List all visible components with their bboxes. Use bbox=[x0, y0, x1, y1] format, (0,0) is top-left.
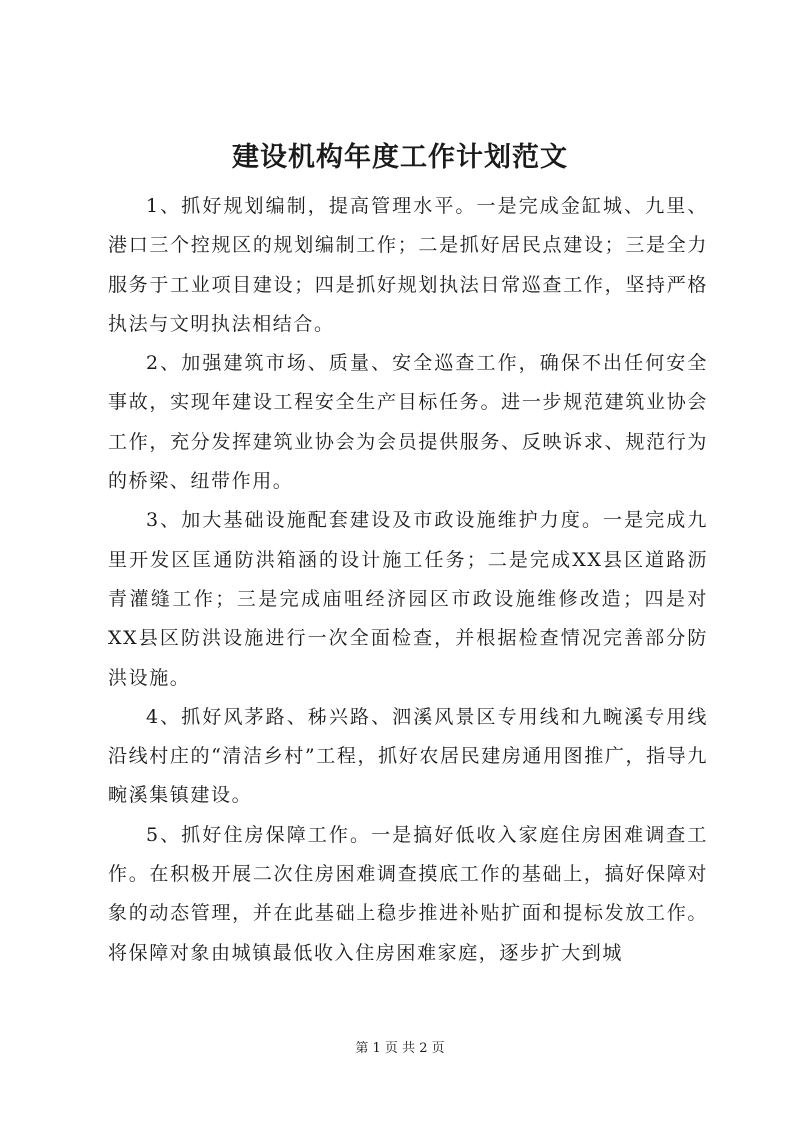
document-body bbox=[108, 187, 708, 973]
paragraph-3: 3、加大基础设施配套建设及市政设施维护力度。一是完成九里开发区匡通防洪箱涵的设计施工任务；二是完成XX县区道路沥青灌缝工作；三是完成庙咀经济园区市政设施维修改造；四是对XX县区防洪设施进行一次全面检查，并根据检查情况完善部分防洪设施。 bbox=[108, 509, 708, 689]
document-title: 建设机构年度工作计划范文 bbox=[232, 142, 568, 173]
paragraph-2: 2、加强建筑市场、质量、安全巡查工作，确保不出任何安全事故，实现年建设工程安全生产目标任务。进一步规范建筑业协会工作，充分发挥建筑业协会为会员提供服务、反映诉求、规范行为的桥梁、纽带作用。 bbox=[108, 352, 708, 493]
paragraph-5: 5、抓好住房保障工作。一是搞好低收入家庭住房困难调查工作。在积极开展二次住房困难调查摸底工作的基础上，搞好保障对象的动态管理，并在此基础上稳步推进补贴扩面和提标发放工作。将保障对象由城镇最低收入住房困难家庭，逐步扩大到城 bbox=[108, 823, 708, 964]
paragraph-4: 4、抓好风茅路、秭兴路、泗溪风景区专用线和九畹溪专用线沿线村庄的“清洁乡村”工程，抓好农居民建房通用图推广，指导九畹溪集镇建设。 bbox=[108, 705, 708, 807]
page-footer: 第 1 页 共 2 页 bbox=[355, 1041, 445, 1056]
paragraph-1: 1、抓好规划编制，提高管理水平。一是完成金缸城、九里、港口三个控规区的规划编制工作；二是抓好居民点建设；三是全力服务于工业项目建设；四是抓好规划执法日常巡查工作，坚持严格执法与文明执法相结合。 bbox=[108, 195, 708, 335]
